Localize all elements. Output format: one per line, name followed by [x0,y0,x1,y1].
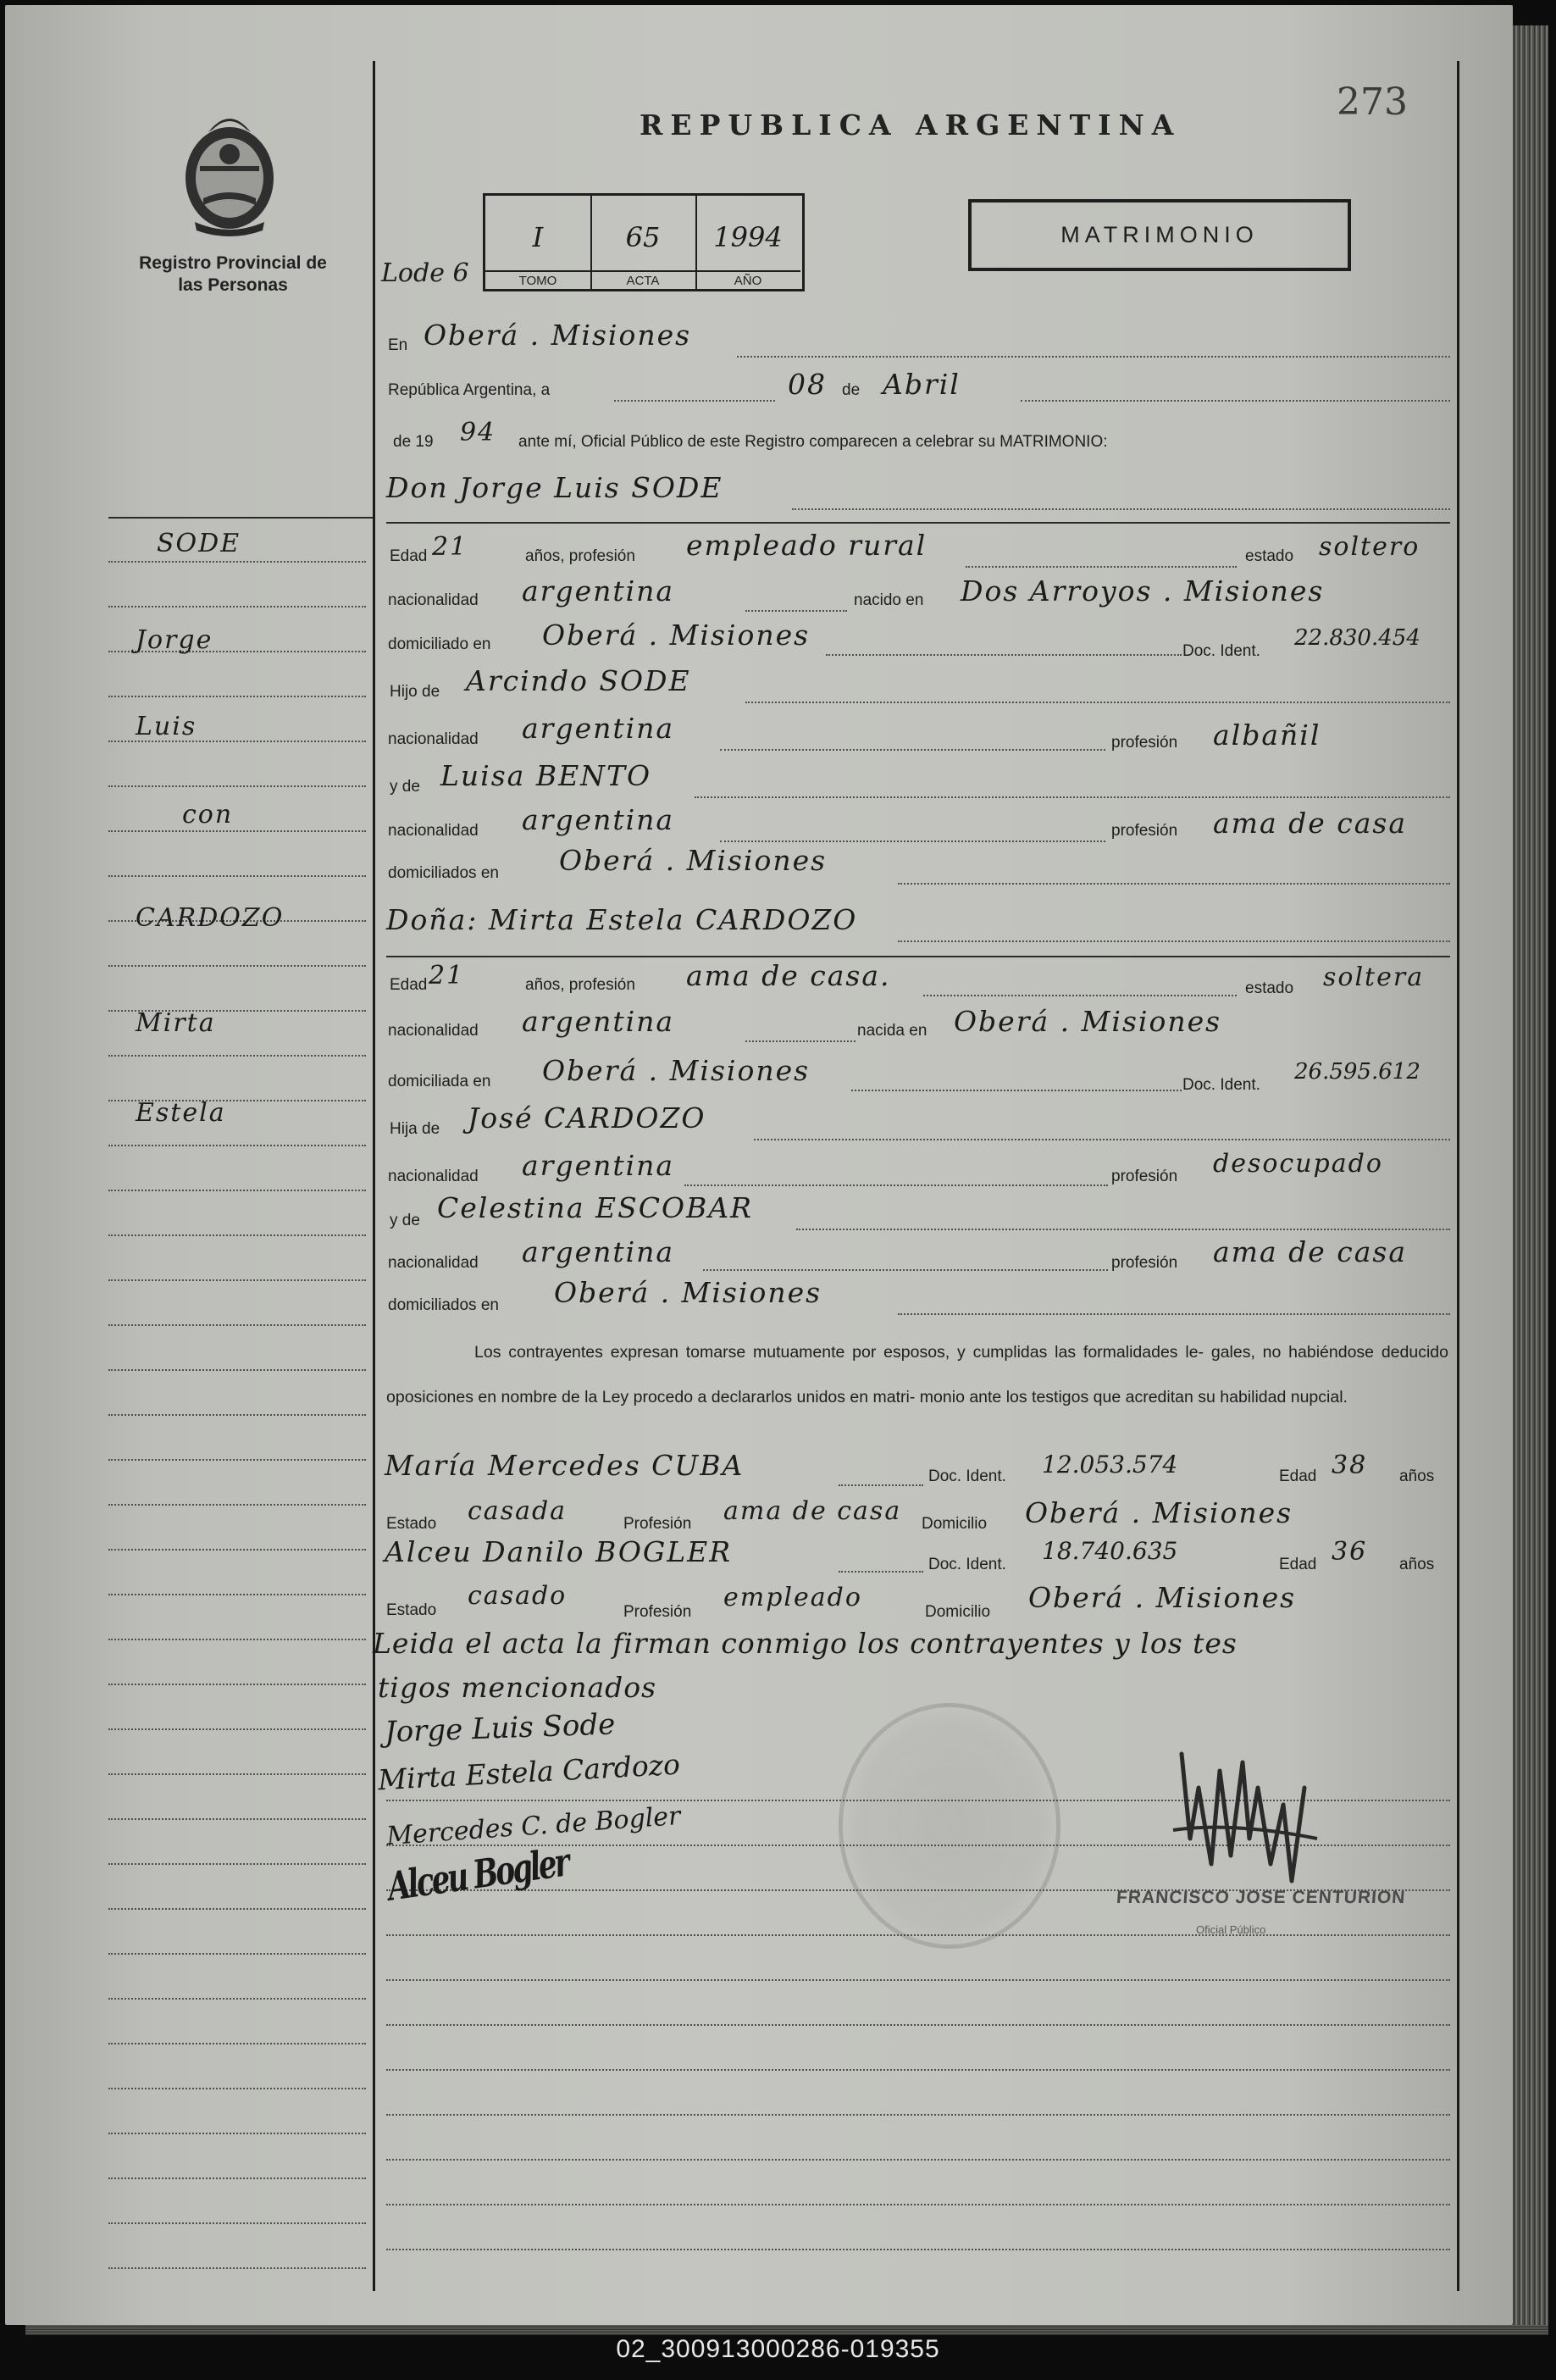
groom-father-profession: albañil [1213,718,1321,752]
groom-estado-label: estado [1245,547,1294,565]
margin-ruled-line [108,1953,366,1955]
bride-title-line: Doña: Mirta Estela CARDOZO [386,903,858,936]
tomo-value: I [532,221,544,253]
bride-doc: 26.595.612 [1294,1059,1420,1085]
bride-parents-dom-label: domiciliados en [388,1296,499,1314]
margin-note: Luis [136,712,197,741]
bride-mother: Celestina ESCOBAR [437,1191,753,1224]
margin-ruled-line [108,1414,366,1416]
declaration-line-3: monio ante los testigos que acreditan su habilidad nupcial. [919,1388,1348,1406]
bride-nacionalidad-label: nacionalidad [388,1022,479,1040]
witness1-name: María Mercedes CUBA [385,1449,745,1482]
bride-hija-label: Hija de [390,1120,440,1138]
officer-title: Oficial Público [1196,1923,1266,1936]
body-ruled-line [386,2069,1450,2071]
groom-mother: Luisa BENTO [440,759,652,792]
groom-doc-label: Doc. Ident. [1182,642,1260,660]
groom-signature: Jorge Luis Sode [384,1707,616,1750]
republica-label: República Argentina, a [388,381,551,399]
officer-name: FRANCISCO JOSE CENTURION [1116,1888,1407,1907]
de-label: de [842,381,861,399]
act-type-box: MATRIMONIO [968,199,1351,271]
margin-note: SODE [157,529,241,558]
margin-ruled-line [108,2222,366,2224]
bride-civil-status: soltera [1323,963,1425,992]
groom-father-nationality: argentina [522,712,675,745]
groom-father: Arcindo SODE [466,664,691,697]
margin-top-rule [108,517,373,519]
en-label: En [388,336,408,354]
book-page-edges [1513,25,1548,2327]
groom-mother-nat-label: nacionalidad [388,822,479,840]
bride-father-prof-label: profesión [1111,1168,1178,1185]
bride-doc-label: Doc. Ident. [1182,1076,1260,1094]
bride-domicile: Oberá . Misiones [542,1054,811,1087]
margin-ruled-line [108,2088,366,2089]
groom-domiciliado-label: domiciliado en [388,635,491,653]
body-ruled-line [386,2204,1450,2205]
margin-note: Jorge [136,625,213,655]
margin-ruled-line [108,2133,366,2134]
book-note: Lode 6 [381,258,469,288]
witness2-doc: 18.740.635 [1042,1537,1178,1565]
groom-birthplace: Dos Arroyos . Misiones [961,574,1325,607]
bride-signature: Mirta Estela Cardozo [377,1747,681,1797]
margin-ruled-line [108,1504,366,1506]
groom-father-nat-label: nacionalidad [388,730,479,748]
witness1-profession: ama de casa [723,1496,902,1526]
margin-ruled-line [108,1684,366,1685]
margin-ruled-line [108,606,366,607]
groom-father-prof-label: profesión [1111,734,1178,752]
year-suffix-value: 94 [460,418,496,447]
bride-mother-profession: ama de casa [1213,1235,1408,1268]
witness2-signature: Alceu Bogler [385,1839,571,1910]
margin-ruled-line [108,1728,366,1730]
body-ruled-line [386,1979,1450,1981]
bride-edad-label: Edad [390,976,428,994]
margin-ruled-line [108,561,366,563]
margin-note: Estela [136,1098,226,1128]
witness2-civil-status: casado [468,1581,568,1611]
margin-note: CARDOZO [136,903,285,933]
bride-age: 21 [429,961,465,990]
declaration-paragraph [386,1330,1448,1420]
reference-box [483,193,805,291]
witness1-edad-label: Edad [1279,1467,1317,1485]
bride-mother-nat-label: nacionalidad [388,1254,479,1272]
margin-ruled-line [108,1998,366,2000]
bride-domiciliada-label: domiciliada en [388,1073,491,1090]
witness2-domicile: Oberá . Misiones [1028,1581,1297,1614]
closing-line-1: Leida el acta la firman conmigo los contrayentes y los tes [373,1627,1238,1660]
witness2-domicilio-label: Domicilio [925,1603,991,1621]
groom-hijo-label: Hijo de [390,683,440,701]
groom-age: 21 [432,532,468,562]
place-value: Oberá . Misiones [424,319,692,352]
margin-ruled-line [108,2178,366,2179]
margin-ruled-line [108,1369,366,1371]
margin-ruled-line [108,696,366,697]
margin-ruled-line [108,875,366,877]
body-ruled-line [386,2114,1450,2116]
bride-father-nat-label: nacionalidad [388,1168,479,1185]
bride-profession: ama de casa. [686,959,891,992]
margin-ruled-line [108,1594,366,1595]
groom-nacido-label: nacido en [854,591,924,609]
body-ruled-line [386,2159,1450,2161]
margin-note: Mirta [136,1008,216,1038]
witness2-profession: empleado [723,1583,862,1612]
tomo-label: TOMO [485,270,590,288]
body-ruled-line [386,2249,1450,2250]
witness1-profesion-label: Profesión [623,1515,692,1533]
margin-note: con [182,800,234,829]
witness1-doc-label: Doc. Ident. [928,1467,1006,1485]
groom-nacionalidad-label: nacionalidad [388,591,479,609]
groom-profesion-label: años, profesión [525,547,635,565]
body-ruled-line [386,2024,1450,2026]
witness1-civil-status: casada [468,1496,568,1526]
acta-label: ACTA [590,270,695,288]
year-prefix-label: de 19 [393,433,434,451]
bride-father-profession: desocupado [1213,1149,1383,1179]
bride-nacida-label: nacida en [857,1022,928,1040]
witness2-doc-label: Doc. Ident. [928,1556,1006,1573]
declaration-line-2: gales, no habiéndose deducido oposiciones en nombre de la Ley procedo a declararlos unidos en matri- [386,1343,1448,1406]
groom-yde-label: y de [390,778,420,796]
margin-ruled-line [108,1908,366,1910]
groom-mother-nationality: argentina [522,803,675,836]
registry-name: Registro Provincial de las Personas [139,253,327,295]
groom-domicile: Oberá . Misiones [542,619,811,652]
bride-father: José CARDOZO [468,1101,706,1135]
groom-nationality: argentina [522,574,675,607]
anio-value: 1994 [713,221,783,253]
groom-civil-status: soltero [1319,532,1420,562]
bride-father-nationality: argentina [522,1149,675,1182]
witness2-name: Alceu Danilo BOGLER [385,1535,733,1568]
margin-divider [373,61,375,2291]
witness1-anios-label: años [1399,1467,1435,1485]
margin-ruled-line [108,2267,366,2269]
margin-ruled-line [108,830,366,832]
official-stamp [839,1703,1060,1949]
groom-mother-profession: ama de casa [1213,807,1408,840]
acta-value: 65 [625,221,661,253]
margin-ruled-line [108,1639,366,1640]
coat-of-arms-seal [178,110,281,237]
groom-edad-label: Edad [390,547,428,565]
bride-nationality: argentina [522,1005,675,1038]
page-number: 273 [1337,80,1408,124]
image-id-label: 02_300913000286-019355 [616,2335,940,2363]
margin-ruled-line [108,1279,366,1281]
ante-text: ante mí, Oficial Público de este Registro comparecen a celebrar su MATRIMONIO: [518,433,1108,451]
margin-ruled-line [108,1818,366,1820]
witness2-profesion-label: Profesión [623,1603,692,1621]
witness1-age: 38 [1332,1451,1368,1480]
anio-label: AÑO [695,270,800,288]
month-value: Abril [883,368,961,401]
groom-parents-dom-label: domiciliados en [388,864,499,882]
witness2-age: 36 [1332,1537,1368,1567]
bride-yde-label: y de [390,1212,420,1229]
margin-ruled-line [108,1055,366,1057]
margin-ruled-line [108,1549,366,1551]
witness2-edad-label: Edad [1279,1556,1317,1573]
declaration-line-1: Los contrayentes expresan tomarse mutuamente por esposos, y cumplidas las formalidades le- [474,1343,1204,1362]
witness1-domicile: Oberá . Misiones [1025,1496,1293,1529]
margin-ruled-line [108,1190,366,1191]
witness1-estado-label: Estado [386,1515,437,1533]
margin-ruled-line [108,785,366,787]
officer-signature [1165,1737,1334,1906]
groom-profession: empleado rural [686,529,928,562]
groom-parents-domicile: Oberá . Misiones [559,844,828,877]
bride-birthplace: Oberá . Misiones [954,1005,1222,1038]
margin-ruled-line [108,1234,366,1236]
witness1-domicilio-label: Domicilio [922,1515,988,1533]
groom-title-line: Don Jorge Luis SODE [386,471,723,504]
groom-doc: 22.830.454 [1294,625,1420,651]
margin-ruled-line [108,1324,366,1326]
witness2-anios-label: años [1399,1556,1435,1573]
margin-ruled-line [108,1459,366,1461]
margin-ruled-line [108,965,366,967]
witness1-doc: 12.053.574 [1042,1451,1178,1478]
witness2-estado-label: Estado [386,1601,437,1619]
witness1-signature: Mercedes C. de Bogler [385,1800,682,1852]
bride-parents-domicile: Oberá . Misiones [554,1276,822,1309]
closing-line-2: tigos mencionados [378,1671,657,1704]
groom-mother-prof-label: profesión [1111,822,1178,840]
book-bottom-edge [25,2325,1548,2335]
bride-mother-nationality: argentina [522,1235,675,1268]
day-value: 08 [788,368,827,401]
bride-mother-prof-label: profesión [1111,1254,1178,1272]
margin-ruled-line [108,1863,366,1865]
margin-ruled-line [108,1145,366,1146]
bride-profesion-label: años, profesión [525,976,635,994]
page-title: REPUBLICA ARGENTINA [640,108,1182,141]
margin-ruled-line [108,1773,366,1775]
right-border-line [1457,61,1459,2291]
bride-estado-label: estado [1245,979,1294,997]
margin-ruled-line [108,2043,366,2044]
